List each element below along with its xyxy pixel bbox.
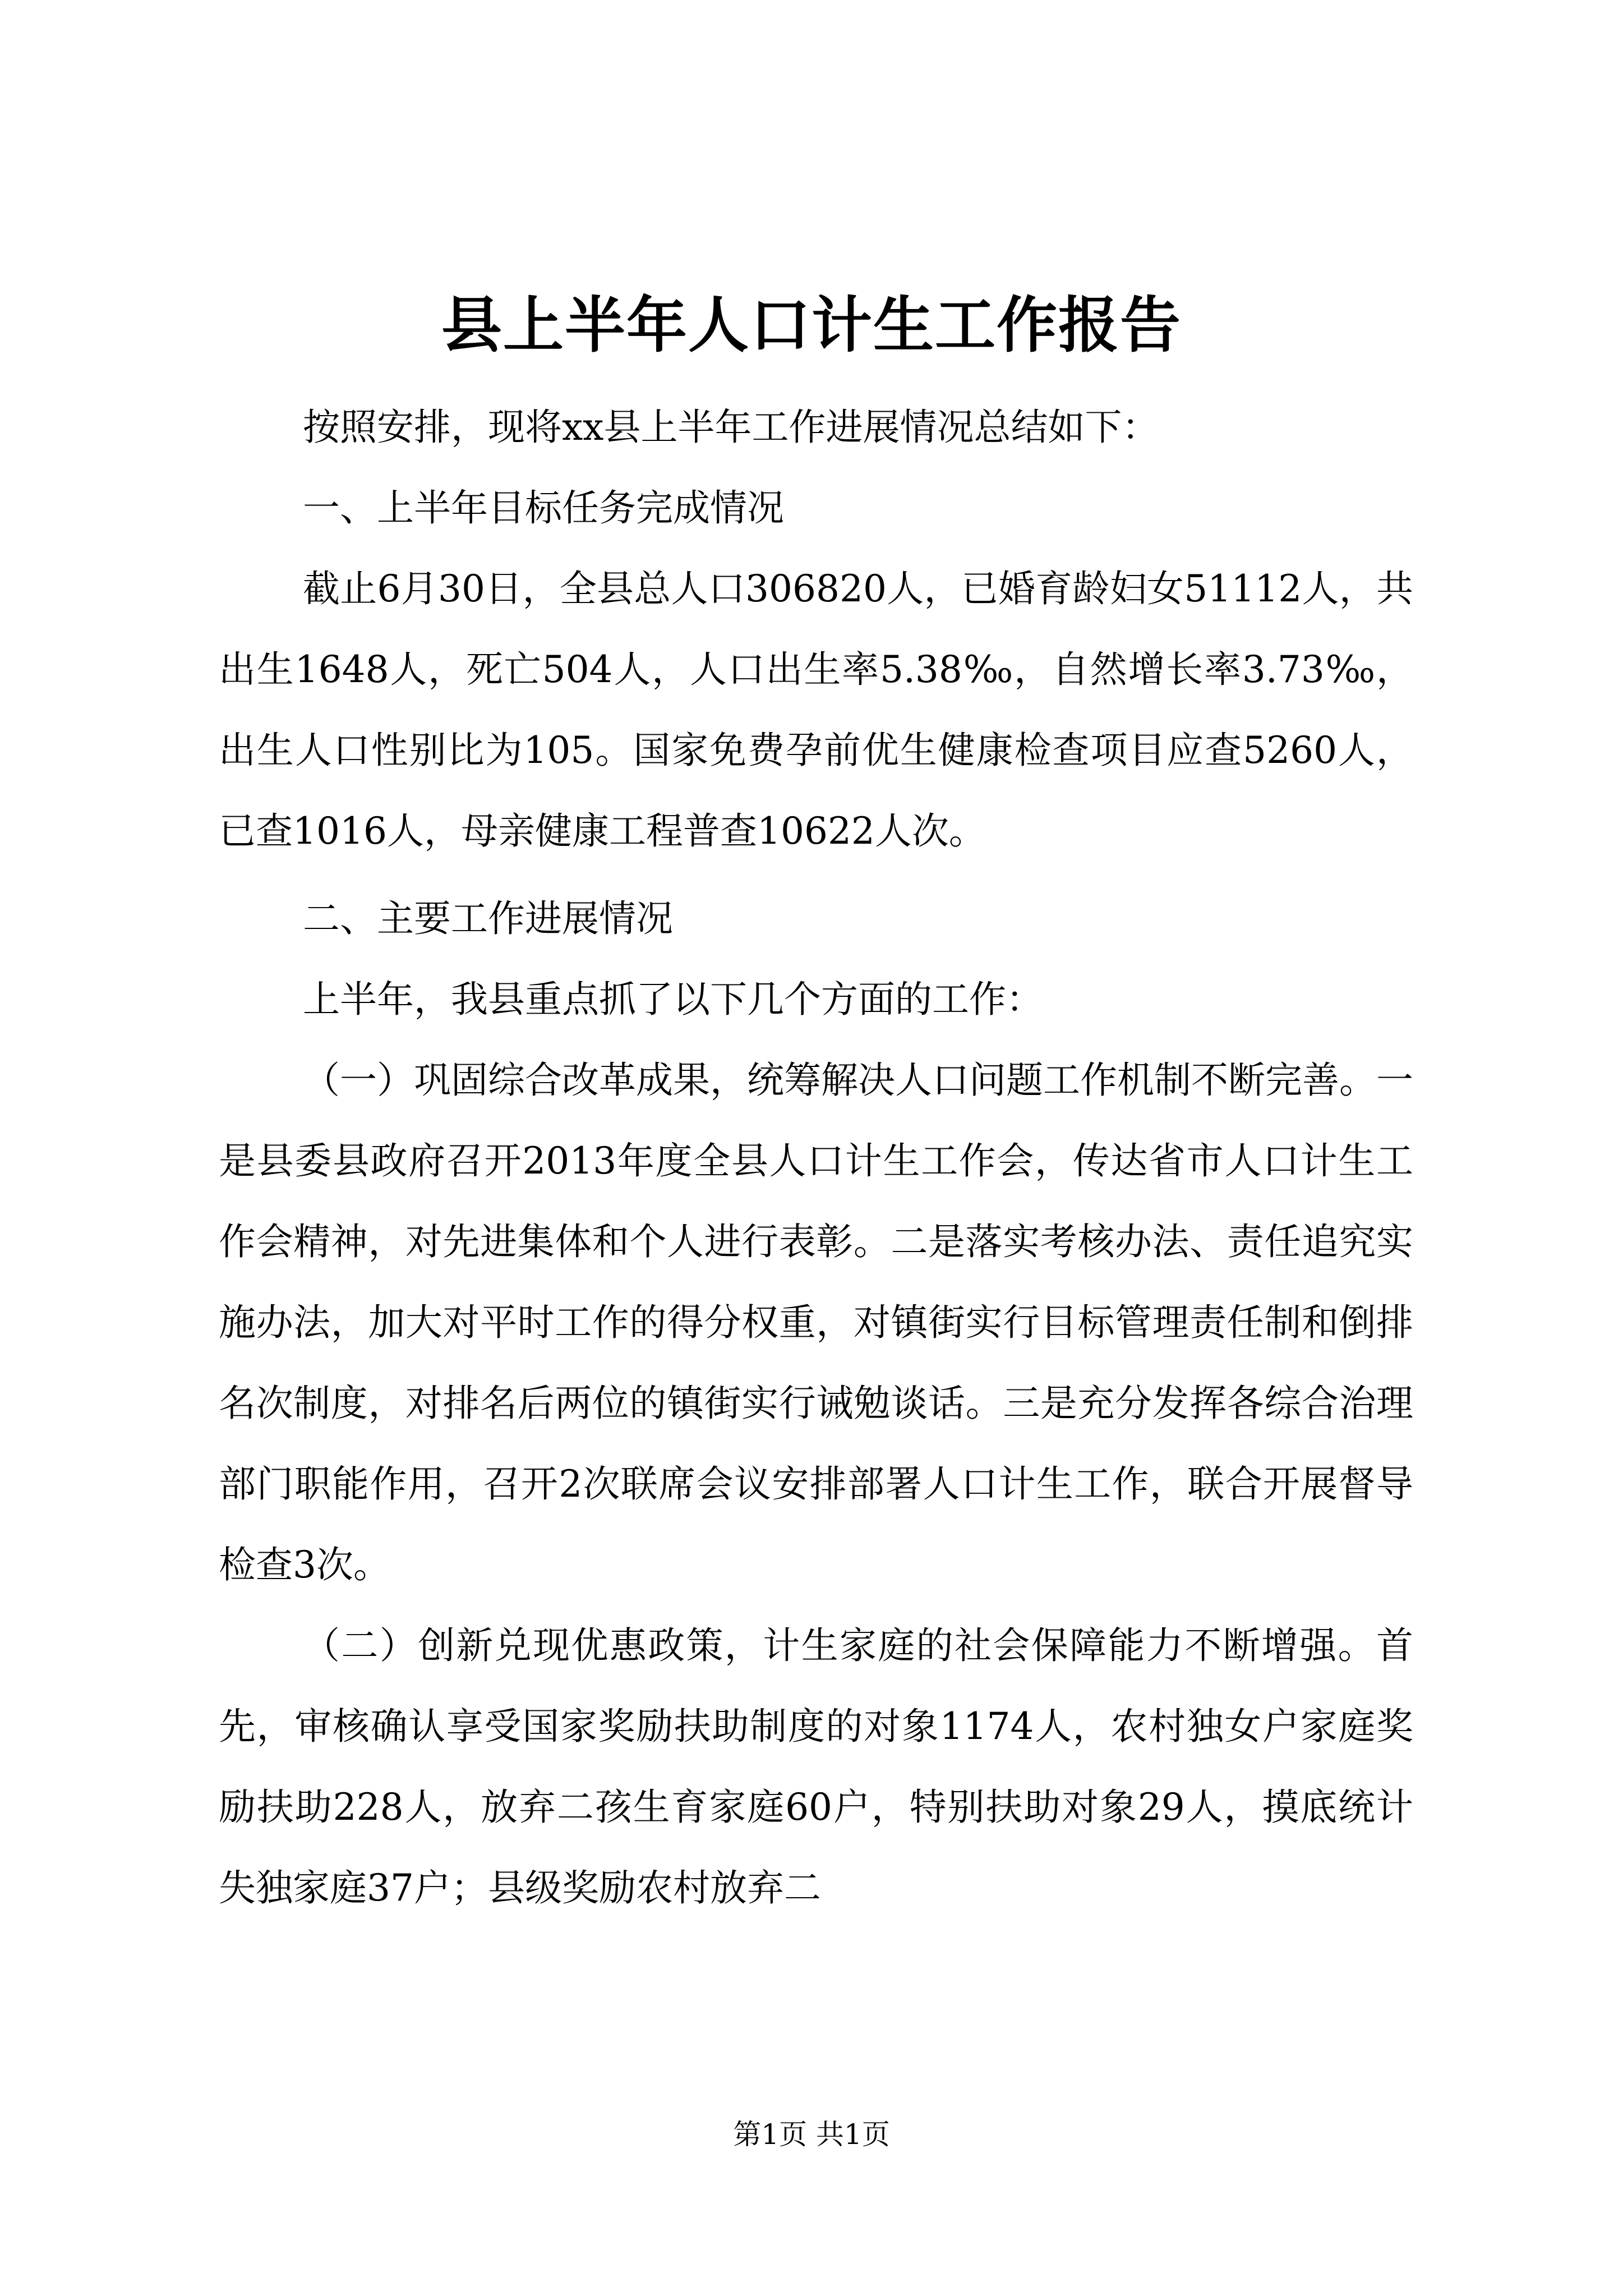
paragraph-work-intro: 上半年，我县重点抓了以下几个方面的工作： bbox=[303, 978, 1043, 1021]
section-heading-2: 二、主要工作进展情况 bbox=[303, 897, 673, 940]
page-number-footer: 第1页 共1页 bbox=[733, 2118, 890, 2151]
paragraph-item-2: （二）创新兑现优惠政策，计生家庭的社会保障能力不断增强。首先，审核确认享受国家奖励扶助制度的对象1174人，农村独女户家庭奖励扶助228人，放弃二孩生育家庭60户，特别扶助对象29人，摸底统计失独家庭37户；县级奖励农村放弃二 bbox=[219, 1624, 1413, 1910]
section-heading-1: 一、上半年目标任务完成情况 bbox=[303, 486, 784, 530]
paragraph-statistics: 截止6月30日，全县总人口306820人，已婚育龄妇女51112人，共出生1648人，死亡504人，人口出生率5.38‰，自然增长率3.73‰，出生人口性别比为105。国家免费孕前优生健康检查项目应查5260人，已查1016人，母亲健康工程普查10622人次。 bbox=[219, 567, 1413, 853]
document-body bbox=[219, 387, 1413, 1929]
document-title: 县上半年人口计生工作报告 bbox=[441, 290, 1182, 361]
paragraph-item-1: （一）巩固综合改革成果，统筹解决人口问题工作机制不断完善。一是县委县政府召开2013年度全县人口计生工作会，传达省市人口计生工作会精神，对先进集体和个人进行表彰。二是落实考核办法、责任追究实施办法，加大对平时工作的得分权重，对镇街实行目标管理责任制和倒排名次制度，对排名后两位的镇街实行诫勉谈话。三是充分发挥各综合治理部门职能作用，召开2次联席会议安排部署人口计生工作，联合开展督导检查3次。 bbox=[219, 1059, 1413, 1586]
paragraph-intro: 按照安排，现将xx县上半年工作进展情况总结如下： bbox=[303, 406, 1159, 449]
